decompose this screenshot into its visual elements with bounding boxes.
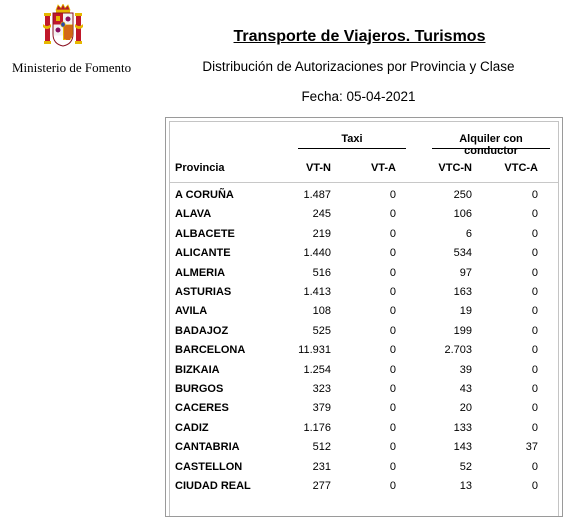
- cell-vtc-n: 133: [453, 421, 472, 434]
- cell-vtc-n: 143: [453, 441, 472, 454]
- cell-vtc-n: 52: [459, 460, 472, 473]
- cell-vt-a: 0: [389, 480, 396, 492]
- page-subtitle: Distribución de Autorizaciones por Provincia y Clase: [202, 59, 515, 74]
- cell-vtc-n: 534: [453, 247, 472, 260]
- cell-vtc-n: 39: [459, 363, 472, 376]
- table-row: [170, 225, 558, 244]
- cell-vt-a: 0: [389, 344, 396, 357]
- cell-vtc-n: 19: [459, 305, 472, 318]
- cell-provincia: CANTABRIA: [175, 441, 240, 454]
- cell-provincia: ALBACETE: [175, 227, 235, 240]
- cell-provincia: BURGOS: [175, 383, 224, 395]
- column-header-vtc-a: VTC-A: [504, 162, 538, 174]
- cell-vt-a: 0: [389, 324, 396, 337]
- table-row: [170, 302, 558, 321]
- cell-vt-n: 108: [312, 305, 331, 318]
- cell-provincia: ALICANTE: [175, 247, 231, 260]
- authorizations-table: [165, 117, 563, 517]
- cell-vt-a: 0: [389, 383, 396, 395]
- cell-vtc-a: 0: [531, 363, 538, 376]
- cell-vtc-n: 20: [459, 402, 472, 415]
- table-row: [170, 438, 558, 457]
- cell-vtc-n: 43: [459, 383, 472, 395]
- table-row: [170, 380, 558, 399]
- column-header-vtc-n: VTC-N: [438, 162, 472, 174]
- group-header-alquiler: Alquiler con conductor: [459, 133, 523, 157]
- cell-vtc-a: 0: [531, 227, 538, 240]
- cell-vtc-n: 2.703: [444, 344, 472, 357]
- cell-vtc-n: 106: [453, 208, 472, 221]
- cell-vt-a: 0: [389, 208, 396, 221]
- cell-vt-n: 1.487: [303, 189, 331, 201]
- cell-vt-n: 219: [312, 227, 331, 240]
- cell-vtc-a: 0: [531, 324, 538, 337]
- cell-vt-n: 323: [312, 383, 331, 395]
- cell-vt-n: 1.254: [303, 363, 331, 376]
- cell-vtc-a: 37: [525, 441, 538, 454]
- cell-vtc-n: 13: [459, 480, 472, 492]
- cell-vtc-a: 0: [531, 247, 538, 260]
- cell-vt-a: 0: [389, 421, 396, 434]
- group-underline-alquiler: [432, 148, 550, 149]
- table-inner-frame: [169, 121, 559, 516]
- table-row: [170, 458, 558, 477]
- column-header-provincia: Provincia: [175, 162, 225, 174]
- cell-vt-a: 0: [389, 286, 396, 298]
- cell-vtc-a: 0: [531, 344, 538, 357]
- cell-provincia: AVILA: [175, 305, 208, 318]
- cell-vt-n: 1.440: [303, 247, 331, 260]
- cell-vt-a: 0: [389, 460, 396, 473]
- group-header-taxi: Taxi: [341, 133, 363, 145]
- cell-vt-n: 525: [312, 324, 331, 337]
- cell-vt-n: 1.413: [303, 286, 331, 298]
- cell-vtc-a: 0: [531, 460, 538, 473]
- table-row: [170, 322, 558, 341]
- page-title: Transporte de Viajeros. Turismos: [233, 28, 486, 45]
- cell-vt-n: 512: [312, 441, 331, 454]
- table-row: [170, 399, 558, 418]
- table-row: [170, 186, 558, 205]
- cell-vtc-n: 199: [453, 324, 472, 337]
- cell-vtc-a: 0: [531, 189, 538, 201]
- cell-vt-n: 516: [312, 266, 331, 279]
- cell-vtc-a: 0: [531, 383, 538, 395]
- table-row: [170, 283, 558, 302]
- cell-vt-n: 11.931: [298, 344, 331, 357]
- cell-vtc-n: 97: [459, 266, 472, 279]
- cell-provincia: BADAJOZ: [175, 324, 229, 337]
- cell-vtc-n: 6: [465, 227, 472, 240]
- cell-vtc-n: 250: [453, 189, 472, 201]
- date-value: 05-04-2021: [346, 89, 416, 104]
- table-row: [170, 341, 558, 360]
- cell-vtc-a: 0: [531, 208, 538, 221]
- cell-provincia: ASTURIAS: [175, 286, 232, 298]
- cell-vtc-a: 0: [531, 266, 538, 279]
- cell-vt-a: 0: [389, 189, 396, 201]
- cell-provincia: A CORUÑA: [175, 189, 234, 201]
- cell-vtc-n: 163: [453, 286, 472, 298]
- column-header-vt-n: VT-N: [305, 162, 331, 174]
- table-row: [170, 244, 558, 263]
- cell-vt-n: 231: [312, 460, 331, 473]
- cell-vt-n: 277: [312, 480, 331, 492]
- table-row: [170, 477, 558, 496]
- cell-vt-a: 0: [389, 363, 396, 376]
- cell-vt-n: 379: [312, 402, 331, 415]
- table-row: [170, 361, 558, 380]
- date-label: Fecha:: [301, 89, 343, 104]
- report-date: [150, 89, 567, 104]
- cell-vt-a: 0: [389, 402, 396, 415]
- cell-vtc-a: 0: [531, 480, 538, 492]
- cell-provincia: CIUDAD REAL: [175, 480, 251, 492]
- cell-provincia: BARCELONA: [175, 344, 246, 357]
- cell-provincia: ALAVA: [175, 208, 212, 221]
- group-underline-taxi: [298, 148, 406, 149]
- table-row: [170, 419, 558, 438]
- cell-provincia: CADIZ: [175, 421, 209, 434]
- table-row: [170, 264, 558, 283]
- cell-provincia: CACERES: [175, 402, 229, 415]
- cell-vt-a: 0: [389, 247, 396, 260]
- table-row: [170, 205, 558, 224]
- cell-vt-a: 0: [389, 227, 396, 240]
- cell-provincia: ALMERIA: [175, 266, 226, 279]
- cell-provincia: BIZKAIA: [175, 363, 220, 376]
- cell-vtc-a: 0: [531, 421, 538, 434]
- cell-vtc-a: 0: [531, 305, 538, 318]
- ministry-name: Ministerio de Fomento: [12, 60, 132, 75]
- cell-vt-n: 245: [312, 208, 331, 221]
- cell-vt-a: 0: [389, 441, 396, 454]
- cell-vtc-a: 0: [531, 286, 538, 298]
- cell-vtc-a: 0: [531, 402, 538, 415]
- header-divider: [170, 182, 558, 183]
- cell-provincia: CASTELLON: [175, 460, 243, 473]
- cell-vt-a: 0: [389, 305, 396, 318]
- column-header-vt-a: VT-A: [370, 162, 396, 174]
- cell-vt-a: 0: [389, 266, 396, 279]
- cell-vt-n: 1.176: [303, 421, 331, 434]
